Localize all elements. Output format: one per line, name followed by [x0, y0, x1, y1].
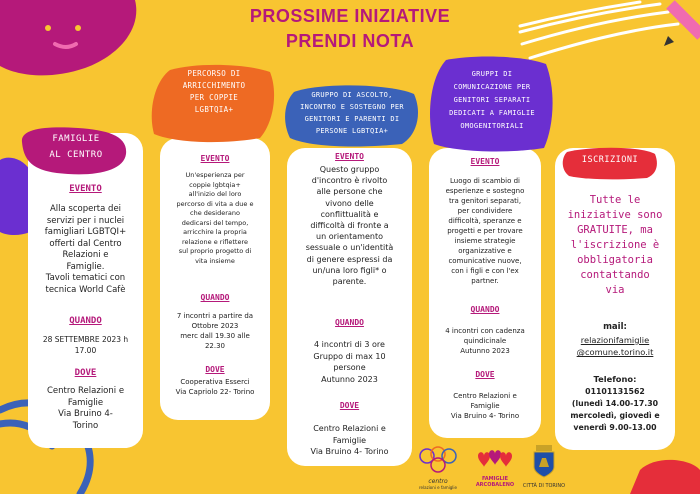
- col2-title-line: ARRICCHIMENTO: [182, 81, 246, 90]
- col2-evento-line: relazione e riflettere: [182, 237, 248, 246]
- col3-title-line: PERSONE LGBTQIA+: [315, 127, 389, 135]
- col3-quando-line: Gruppo di max 10: [313, 351, 386, 361]
- col3-evento-line: d'incontro è rivolto: [311, 176, 388, 186]
- col1-quando-label: QUANDO: [69, 316, 102, 326]
- torino-crest-icon: [522, 443, 566, 479]
- col5-body-line: GRATUITE, ma: [577, 224, 653, 236]
- col4-evento-line: Luogo di scambio di: [450, 177, 520, 185]
- col5-body-line: via: [605, 284, 625, 296]
- col4-evento-line: tra genitori separati,: [448, 197, 522, 205]
- col3-evento-line: Questo gruppo: [319, 165, 380, 174]
- col4-title: [432, 68, 552, 133]
- col3-quando-text: [289, 339, 410, 385]
- col2-quando-line: 7 incontri a partire da: [176, 312, 254, 320]
- col2-title: [158, 68, 270, 116]
- col1-dove-line: Torino: [72, 420, 99, 431]
- col3-title-line: GRUPPO DI ASCOLTO,: [311, 91, 393, 99]
- col2-evento-line: che desiderano: [190, 209, 240, 217]
- logo-centro-relazioni: [412, 444, 464, 490]
- col3-dove-label: DOVE: [339, 401, 360, 410]
- centro-logo-line2: relazioni e famiglie: [419, 485, 457, 490]
- col1-title-line2: AL CENTRO: [49, 150, 103, 160]
- col5-mail-label: mail:: [603, 322, 627, 332]
- col5-body-line: Tutte le: [589, 194, 641, 206]
- col4-title-line: GENITORI SEPARATI: [453, 96, 531, 104]
- col4-evento-line: progetti e per trovare: [447, 227, 523, 235]
- col4-title-line: GRUPPI DI: [471, 70, 513, 78]
- col2-title-line: LGBTQIA+: [194, 105, 234, 114]
- col3-title: [286, 89, 418, 137]
- col1-evento-line: tecnica World Cafè: [45, 284, 126, 295]
- col3-evento-line: di genere espressi da: [306, 254, 393, 264]
- col1-quando-text: 28 SETTEMBRE 2023 h 17.00: [42, 335, 129, 355]
- col5-phone-label: Telefono:: [593, 374, 637, 384]
- arcobaleno-line1: FAMIGLIE: [481, 476, 509, 482]
- col4-evento-line: comunicative nuove,: [448, 257, 522, 265]
- col4-quando-text: [431, 326, 539, 356]
- col1-dove-text: [28, 386, 143, 432]
- col2-quando-text: [162, 311, 268, 351]
- col4-dove-label: DOVE: [475, 370, 495, 379]
- col4-evento-line: con i figli e con l'ex: [451, 267, 519, 275]
- col5-phone-text: [557, 386, 673, 434]
- centro-logo-line1: centro: [428, 478, 448, 485]
- col4-evento-line: difficoltà, speranze e: [448, 217, 522, 225]
- col3-evento-line: un orientamento: [316, 232, 383, 242]
- col3-quando-label: QUANDO: [335, 318, 364, 327]
- phone-line: mercoledì, giovedì e: [570, 411, 660, 420]
- col2-evento-text: [162, 171, 268, 266]
- col2-evento-line: arricchire la propria: [183, 228, 247, 236]
- col4-evento-line: partner.: [471, 277, 499, 285]
- col4-evento-label: EVENTO: [470, 157, 500, 166]
- col2-quando-label: QUANDO: [200, 293, 230, 302]
- col3-dove-line: Famiglie: [332, 435, 367, 445]
- col1-evento-line: offerti dal Centro: [49, 238, 122, 249]
- col5-body-line: l'iscrizione è: [570, 239, 660, 251]
- col3-evento-label: EVENTO: [335, 152, 364, 161]
- col2-dove-line: Via Capriolo 22- Torino: [175, 388, 255, 396]
- col3-evento-line: difficoltà di fronte a: [310, 221, 389, 231]
- col4-dove-line: Famiglie: [470, 402, 500, 410]
- col2-evento-line: coppie lgbtqia+: [189, 180, 241, 189]
- col4-quando-line: 4 incontri con cadenza: [445, 327, 525, 335]
- col2-dove-line: Cooperativa Esserci: [180, 378, 250, 386]
- col1-evento-line: Famiglie.: [66, 261, 105, 272]
- col3-evento-line: vivono delle: [325, 198, 374, 208]
- mail-link-line: @comune.torino.it: [576, 347, 654, 357]
- col3-dove-line: Via Bruino 4- Torino: [310, 447, 389, 456]
- red-blob: [630, 460, 700, 494]
- col3-evento-line: un/una loro figli* o: [312, 265, 387, 275]
- col4-evento-line: insieme strategie: [454, 237, 516, 245]
- col1-evento-text: [28, 204, 143, 296]
- logo-famiglie-arcobaleno: [470, 446, 520, 490]
- col1-evento-line: Tavoli tematici con: [45, 273, 126, 283]
- col2-evento-line: percorso di vita a due e: [176, 199, 254, 208]
- centro-logo-icon: [412, 444, 464, 474]
- col3-dove-text: [289, 423, 410, 458]
- hearts-icon: [470, 446, 520, 472]
- phone-line: (lunedì 14.00-17.30: [571, 399, 659, 408]
- col4-evento-line: per condividere: [457, 207, 513, 215]
- phone-line: 01101131562: [585, 387, 645, 396]
- col5-title: ISCRIZIONI: [581, 155, 639, 165]
- col5-body: [557, 193, 673, 298]
- col1-dove-line: Famiglie: [67, 397, 104, 408]
- col2-title-line: PERCORSO DI: [187, 69, 241, 78]
- col1-title: [30, 131, 122, 163]
- col3-evento-line: parente.: [332, 277, 367, 287]
- phone-line: venerdì 9.00-13.00: [573, 423, 657, 432]
- col4-dove-text: [431, 391, 539, 421]
- col1-evento-line: servizi per i nuclei: [46, 215, 125, 226]
- col5-body-line: obbligatoria: [577, 254, 653, 266]
- col1-dove-label: DOVE: [74, 368, 97, 378]
- col4-dove-line: Via Bruino 4- Torino: [450, 412, 520, 420]
- col4-evento-text: [431, 176, 539, 286]
- col2-quando-line: merc dall 19.30 alle: [180, 332, 250, 340]
- col2-dove-text: [162, 377, 268, 397]
- logo-citta-di-torino: [522, 443, 566, 491]
- col4-evento-line: esperienze e sostegno: [445, 187, 525, 195]
- col4-evento-line: organizzative e: [458, 247, 512, 255]
- col2-evento-line: sul proprio progetto di: [178, 247, 252, 255]
- col2-quando-line: Ottobre 2023: [191, 322, 239, 330]
- col2-title-line: PER COPPIE: [189, 93, 239, 102]
- col2-evento-line: all'inizio del loro: [188, 190, 242, 198]
- header-line2: PRENDI NOTA: [285, 31, 415, 51]
- col1-evento-line: famigliari LGBTQI+: [44, 227, 127, 237]
- col4-title-line: DEDICATI A FAMIGLIE: [449, 109, 535, 117]
- col2-quando-line: 22.30: [204, 342, 226, 350]
- torino-caption: CITTÀ DI TORINO: [522, 483, 566, 489]
- col3-quando-line: Autunno 2023: [321, 374, 378, 384]
- col2-evento-line: Un'esperienza per: [185, 171, 245, 179]
- col4-quando-line: Autunno 2023: [460, 347, 510, 355]
- col1-evento-line: Alla scoperta dei: [49, 204, 122, 214]
- col2-evento-label: EVENTO: [200, 154, 230, 163]
- col3-dove-line: Centro Relazioni e: [313, 424, 386, 433]
- col2-evento-line: dedicarsi del tempo,: [181, 218, 249, 227]
- col2-evento-line: vita insieme: [195, 256, 235, 265]
- col1-dove-line: Via Bruino 4-: [58, 409, 113, 419]
- col5-body-line: contattando: [580, 269, 650, 281]
- col3-evento-text: [289, 164, 410, 287]
- header-line1: PROSSIME INIZIATIVE: [249, 6, 451, 26]
- col3-quando-line: 4 incontri di 3 ore: [314, 340, 385, 349]
- col4-title-line: COMUNICAZIONE PER: [453, 83, 531, 91]
- col4-quando-label: QUANDO: [470, 305, 500, 314]
- col4-title-line: OMOGENITORIALI: [460, 122, 524, 130]
- col5-body-line: iniziative sono: [567, 209, 663, 221]
- col3-quando-line: persone: [333, 363, 366, 372]
- col3-evento-line: sessuale o un'identità: [305, 243, 394, 253]
- col3-title-line: GENITORI E PARENTI DI: [304, 115, 400, 123]
- mail-link[interactable]: [557, 334, 673, 358]
- col3-title-line: INCONTRO E SOSTEGNO PER: [300, 103, 404, 111]
- col3-evento-line: conflittualità e: [320, 209, 379, 219]
- col4-dove-line: Centro Relazioni e: [453, 392, 517, 400]
- col2-dove-label: DOVE: [205, 365, 225, 374]
- mail-link-line: relazionifamiglie: [580, 335, 650, 345]
- col1-evento-label: EVENTO: [69, 184, 102, 194]
- col1-title-line1: FAMIGLIE: [52, 134, 100, 144]
- col1-evento-line: Relazioni e: [62, 250, 109, 260]
- arcobaleno-line2: ARCOBALENO: [475, 482, 515, 488]
- col4-quando-line: quindicinale: [463, 337, 507, 345]
- col3-evento-line: alle persone che: [316, 187, 383, 197]
- col1-dove-line: Centro Relazioni e: [46, 386, 125, 396]
